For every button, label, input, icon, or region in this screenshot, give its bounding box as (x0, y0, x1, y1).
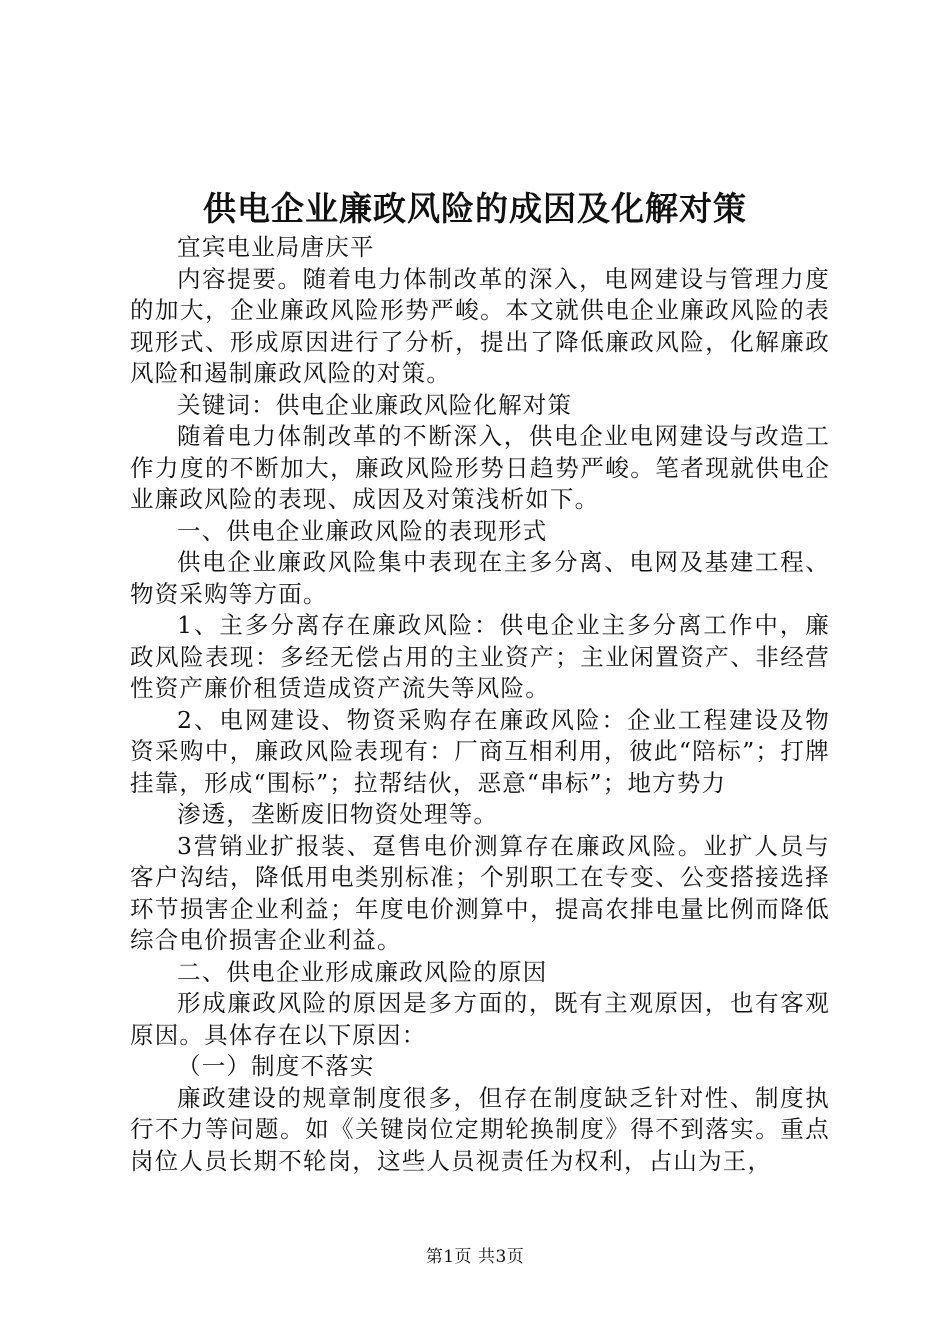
paragraph: 2、电网建设、物资采购存在廉政风险：企业工程建设及物资采购中，廉政风险表现有：厂商互相利用，彼此“陪标”；打牌挂靠，形成“围标”；拉帮结伙，恶意“串标”；地方势力 (130, 705, 830, 797)
author-line: 宜宾电业局唐庆平 (177, 233, 375, 261)
paragraph-keywords: 关键词：供电企业廉政风险化解对策 (177, 390, 573, 419)
section-heading-1: 一、供电企业廉政风险的表现形式 (177, 516, 548, 545)
paragraph: 廉政建设的规章制度很多，但存在制度缺乏针对性、制度执行不力等问题。如《关键岗位定期轮换制度》得不到落实。重点岗位人员长期不轮岗，这些人员视责任为权利，占山为王， (130, 1083, 830, 1175)
paragraph: 供电企业廉政风险集中表现在主多分离、电网及基建工程、物资采购等方面。 (130, 548, 830, 608)
paragraph-abstract: 内容提要。随着电力体制改革的深入，电网建设与管理力度的加大，企业廉政风险形势严峻。本文就供电企业廉政风险的表现形式、形成原因进行了分析，提出了降低廉政风险，化解廉政风险和遏制廉政风险的对策。 (130, 264, 830, 387)
document-body (130, 232, 830, 1177)
paragraph: 形成廉政风险的原因是多方面的，既有主观原因，也有客观原因。具体存在以下原因： (130, 989, 830, 1049)
paragraph-intro: 随着电力体制改革的不断深入，供电企业电网建设与改造工作力度的不断加大，廉政风险形势日趋势严峻。笔者现就供电企业廉政风险的表现、成因及对策浅析如下。 (130, 422, 830, 513)
page-footer: 第1页 共3页 (425, 1247, 525, 1267)
paragraph: 3营销业扩报装、趸售电价测算存在廉政风险。业扩人员与客户沟结，降低用电类别标准；个别职工在专变、公变搭接选择环节损害企业利益；年度电价测算中，提高农排电量比例而降低综合电价损害企业利益。 (130, 831, 830, 954)
section-heading-2: 二、供电企业形成廉政风险的原因 (177, 957, 548, 986)
paragraph: 1、主多分离存在廉政风险：供电企业主多分离工作中，廉政风险表现：多经无偿占用的主业资产；主业闲置资产、非经营性资产廉价租赁造成资产流失等风险。 (130, 611, 830, 702)
paragraph: 渗透，垄断废旧物资处理等。 (177, 800, 499, 828)
subsection-heading: （一）制度不落实 (177, 1052, 375, 1080)
document-title: 供电企业廉政风险的成因及化解对策 (203, 189, 747, 228)
